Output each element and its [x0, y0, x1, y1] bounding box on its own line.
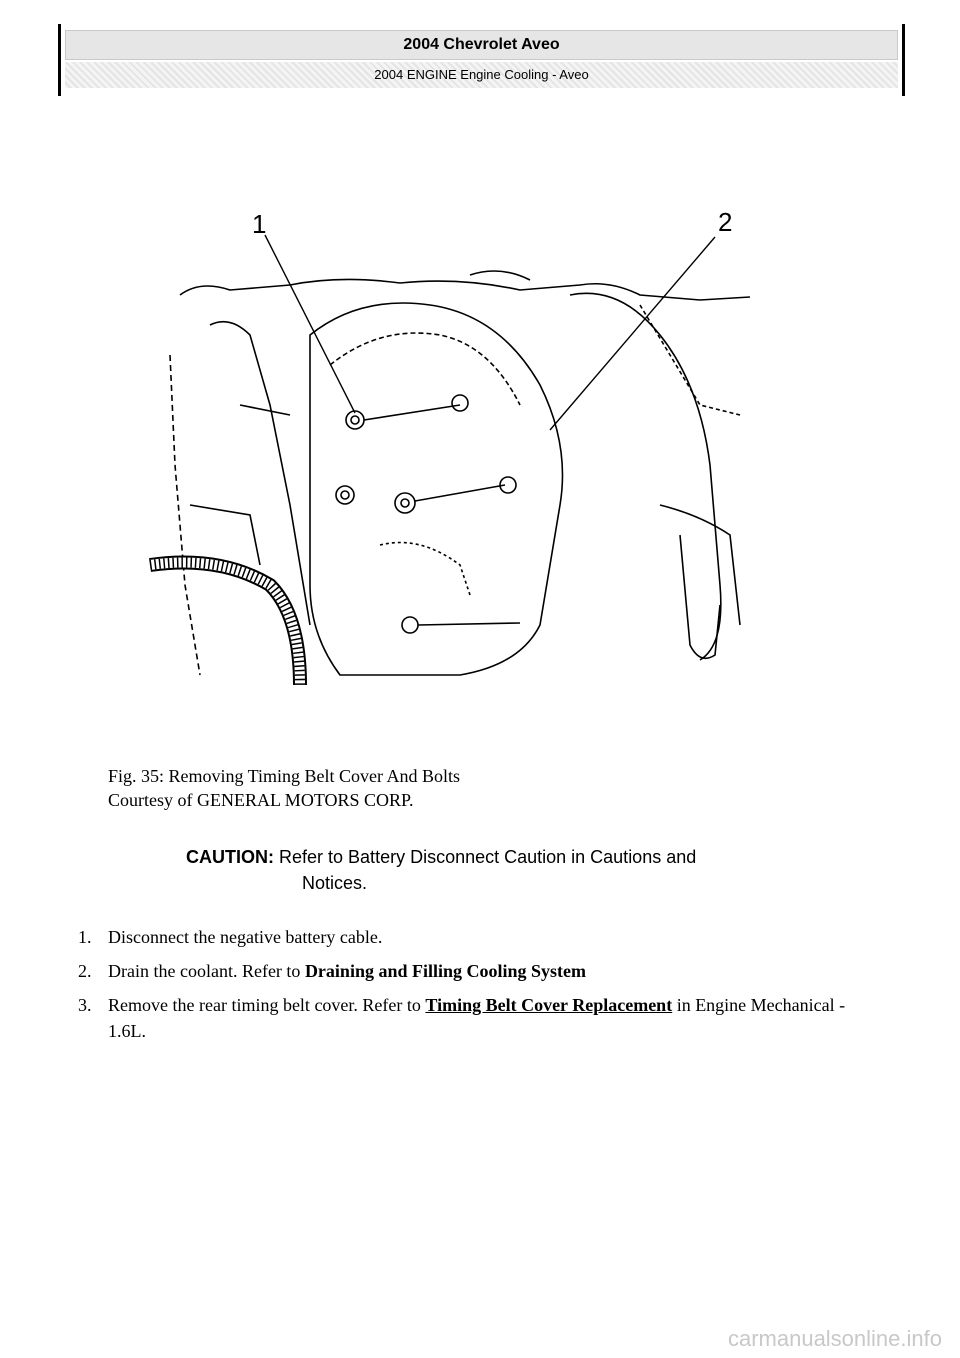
step-item: [78, 992, 878, 1044]
callout-1: 1: [252, 209, 267, 239]
step-text: Drain the coolant. Refer to: [108, 961, 305, 981]
engine-line-drawing: [140, 205, 760, 695]
procedure-steps: [78, 924, 878, 1052]
step-text: Disconnect the negative battery cable.: [108, 927, 383, 947]
site-watermark: carmanualsonline.info: [727, 1326, 942, 1351]
document-header: [58, 24, 905, 96]
caution-note: [186, 844, 886, 896]
step-text: Remove the rear timing belt cover. Refer to: [108, 995, 426, 1015]
draining-filling-link[interactable]: Draining and Filling Cooling System: [304, 961, 586, 981]
document-title: 2004 Chevrolet Aveo: [65, 30, 898, 60]
step-number: 1.: [78, 927, 92, 947]
callout-2: 2: [718, 207, 733, 237]
figure-caption: [108, 764, 460, 812]
caption-credit: Courtesy of GENERAL MOTORS CORP.: [108, 790, 414, 810]
caution-text-line1: Refer to Battery Disconnect Caution in Cautions and: [279, 847, 697, 867]
step-item: [78, 958, 878, 984]
timing-belt-cover-link[interactable]: Timing Belt Cover Replacement: [425, 995, 673, 1015]
step-number: 2.: [78, 961, 92, 981]
caution-label: CAUTION:: [186, 847, 274, 867]
step-text-after: in Engine Mechanical - 1.6L.: [108, 995, 846, 1041]
caption-title: Fig. 35: Removing Timing Belt Cover And Bolts: [108, 766, 461, 786]
timing-belt-cover-figure: [140, 205, 760, 695]
document-subtitle: 2004 ENGINE Engine Cooling - Aveo: [65, 62, 898, 88]
step-number: 3.: [78, 995, 92, 1015]
caution-text-line2: Notices.: [302, 873, 368, 893]
step-item: [78, 924, 878, 950]
